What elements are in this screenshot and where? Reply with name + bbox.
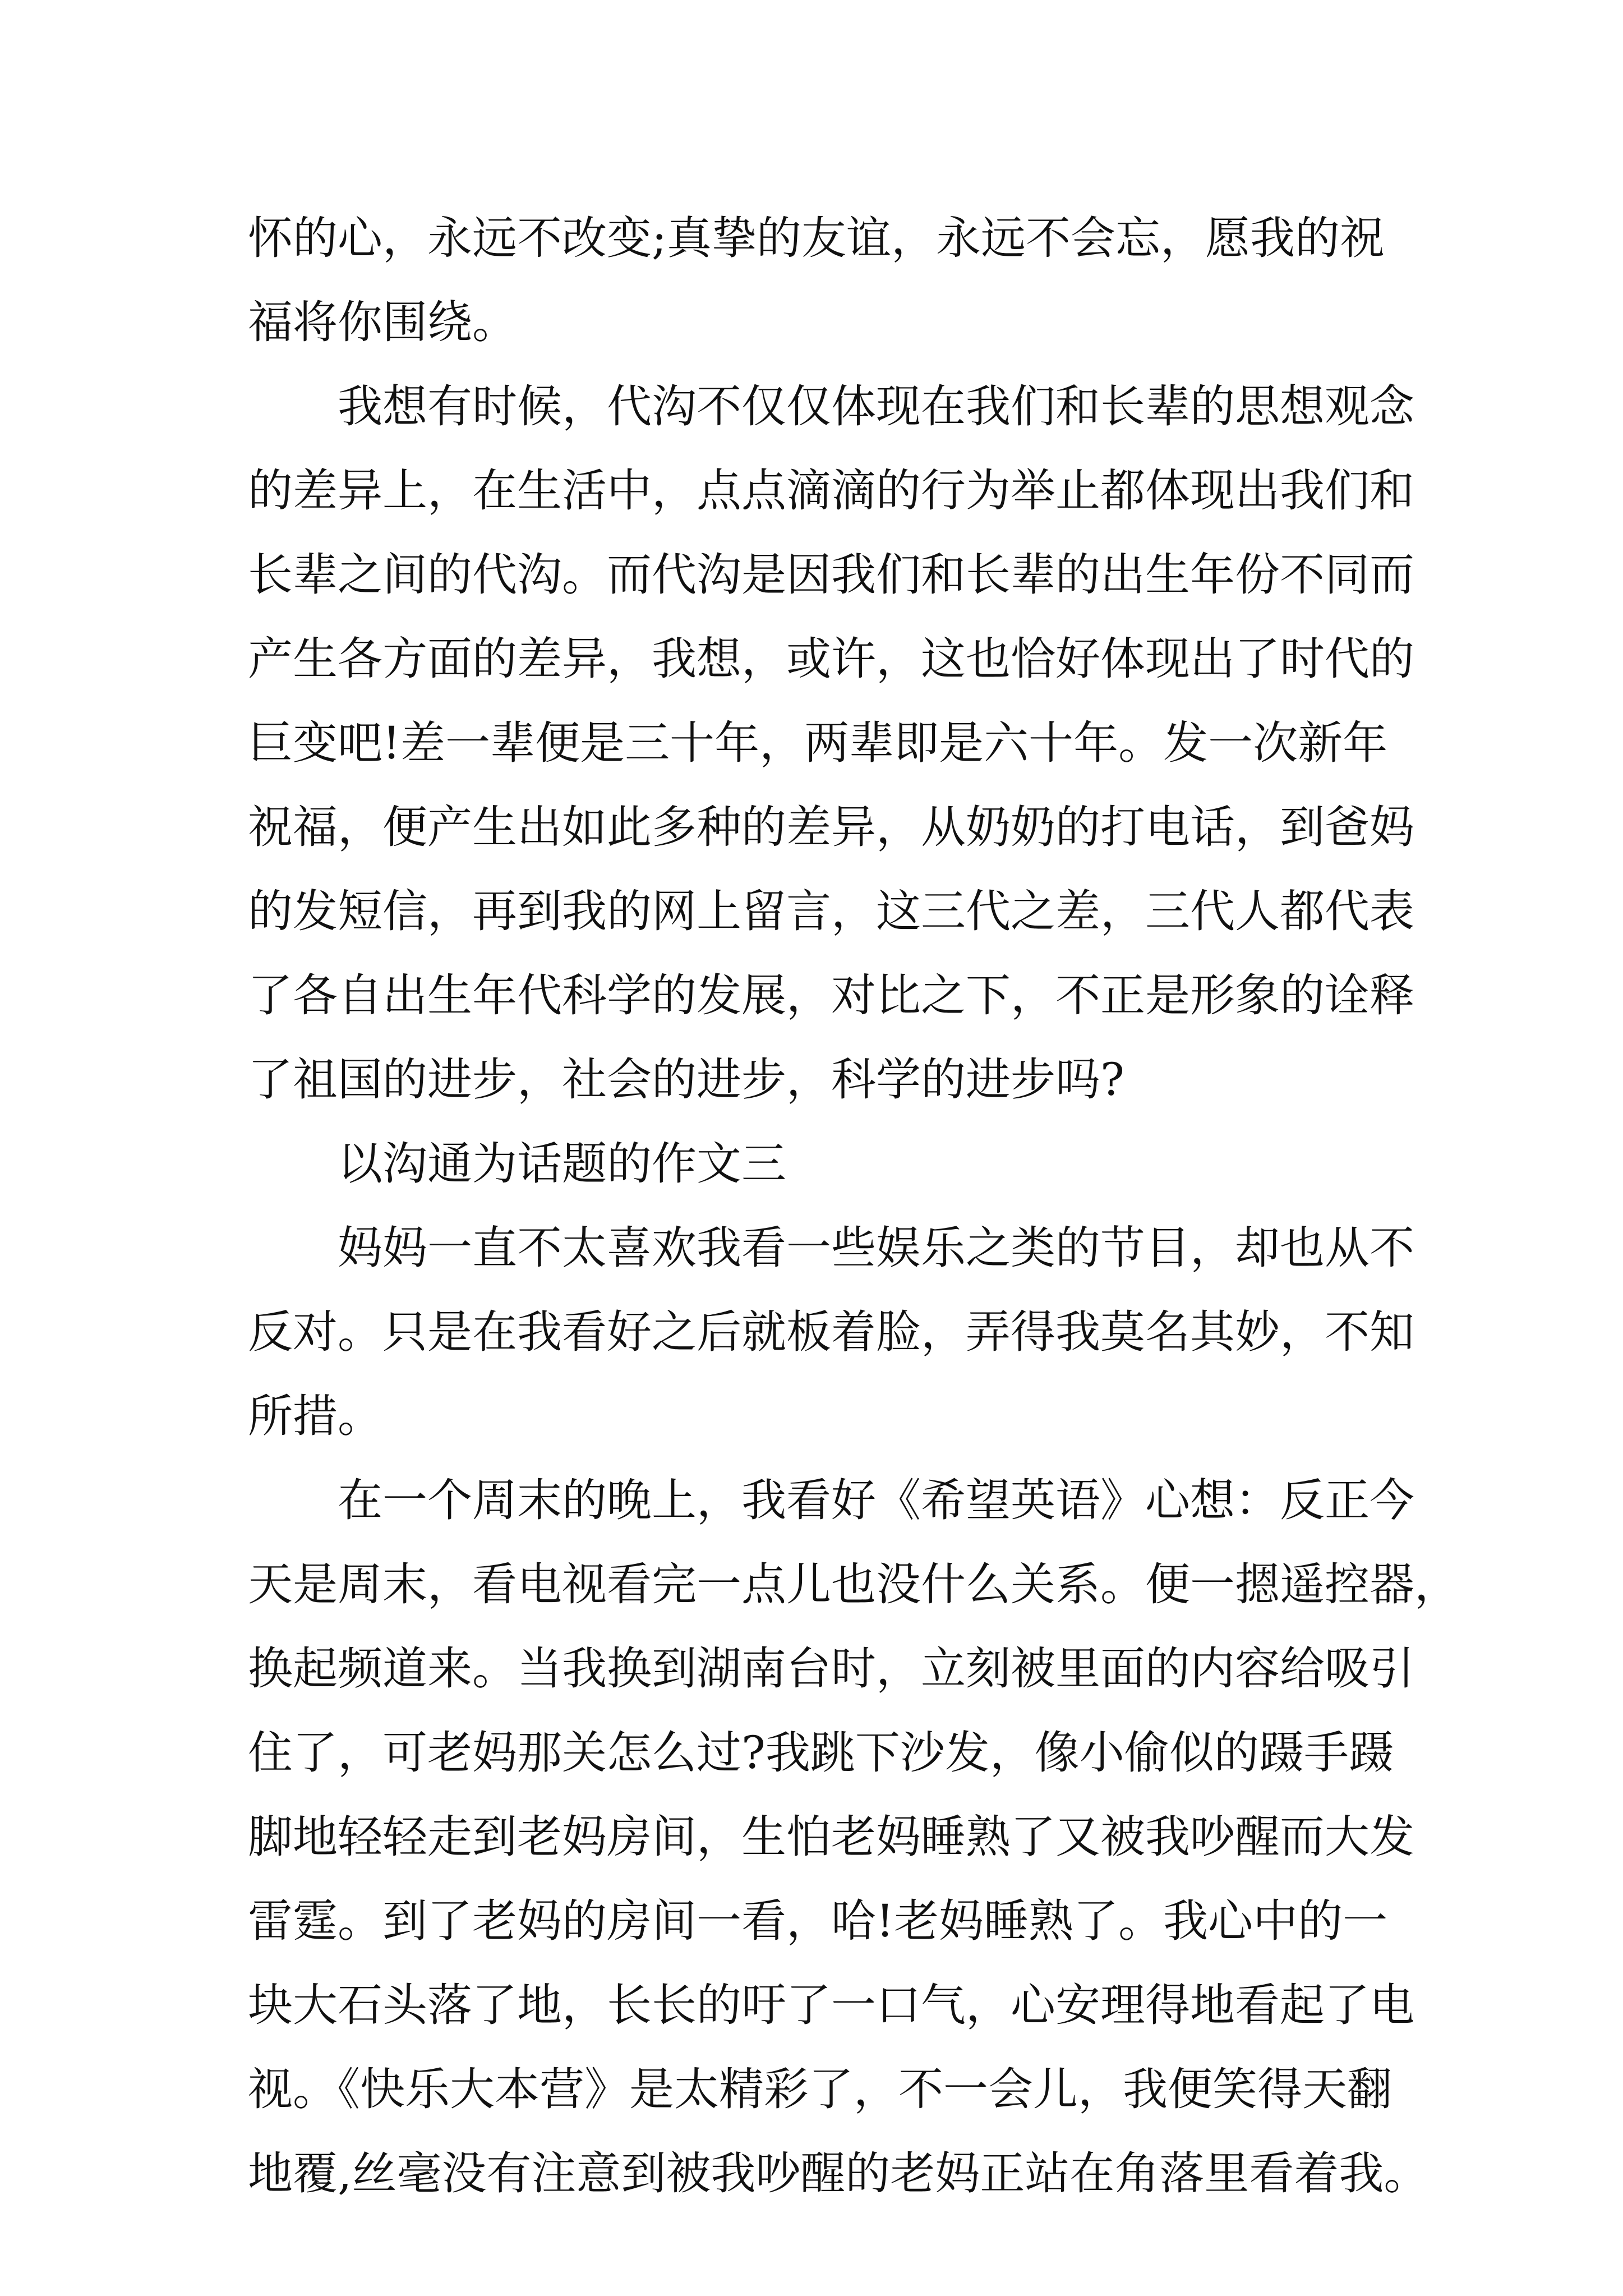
text-line: 的差异上，在生活中，点点滴滴的行为举止都体现出我们和 xyxy=(248,464,1414,517)
text-line: 视。《快乐大本营》是太精彩了，不一会儿，我便笑得天翻 xyxy=(248,2063,1392,2115)
text-line: 怀的心，永远不改变;真挚的友谊，永远不会忘，愿我的祝 xyxy=(248,212,1385,264)
text-line: 我想有时候，代沟不仅仅体现在我们和长辈的思想观念 xyxy=(248,380,1414,432)
text-line: 在一个周末的晚上，我看好《希望英语》心想：反正今 xyxy=(248,1474,1414,1526)
text-line: 换起频道来。当我换到湖南台时，立刻被里面的内容给吸引 xyxy=(248,1642,1414,1695)
text-line: 长辈之间的代沟。而代沟是因我们和长辈的出生年份不同而 xyxy=(248,549,1414,601)
text-line: 天是周末，看电视看完一点儿也没什么关系。便一摁遥控器， xyxy=(248,1558,1459,1611)
section-heading: 以沟通为话题的作文三 xyxy=(248,1138,786,1190)
text-line: 福将你围绕。 xyxy=(248,296,517,348)
text-line: 祝福，便产生出如此多种的差异，从奶奶的打电话，到爸妈 xyxy=(248,801,1414,853)
text-line: 地覆,丝毫没有注意到被我吵醒的老妈正站在角落里看着我。 xyxy=(248,2147,1429,2200)
document-body xyxy=(248,196,1459,2216)
text-line: 巨变吧!差一辈便是三十年，两辈即是六十年。发一次新年 xyxy=(248,717,1388,769)
text-line: 的发短信，再到我的网上留言，这三代之差，三代人都代表 xyxy=(248,885,1414,937)
text-line: 雷霆。到了老妈的房间一看，哈!老妈睡熟了。我心中的一 xyxy=(248,1895,1388,1947)
text-line: 了祖国的进步，社会的进步，科学的进步吗? xyxy=(248,1053,1124,1106)
text-line: 住了，可老妈那关怎么过?我跳下沙发，像小偷似的蹑手蹑 xyxy=(248,1727,1394,1779)
text-line: 反对。只是在我看好之后就板着脸，弄得我莫名其妙，不知 xyxy=(248,1306,1414,1358)
text-line: 妈妈一直不太喜欢我看一些娱乐之类的节目，却也从不 xyxy=(248,1222,1414,1274)
text-line: 了各自出生年代科学的发展，对比之下，不正是形象的诠释 xyxy=(248,969,1414,1022)
text-line: 所措。 xyxy=(248,1390,382,1442)
text-line: 脚地轻轻走到老妈房间，生怕老妈睡熟了又被我吵醒而大发 xyxy=(248,1811,1414,1863)
text-line: 块大石头落了地，长长的吁了一口气，心安理得地看起了电 xyxy=(248,1979,1414,2031)
text-line: 产生各方面的差异，我想，或许，这也恰好体现出了时代的 xyxy=(248,633,1414,685)
